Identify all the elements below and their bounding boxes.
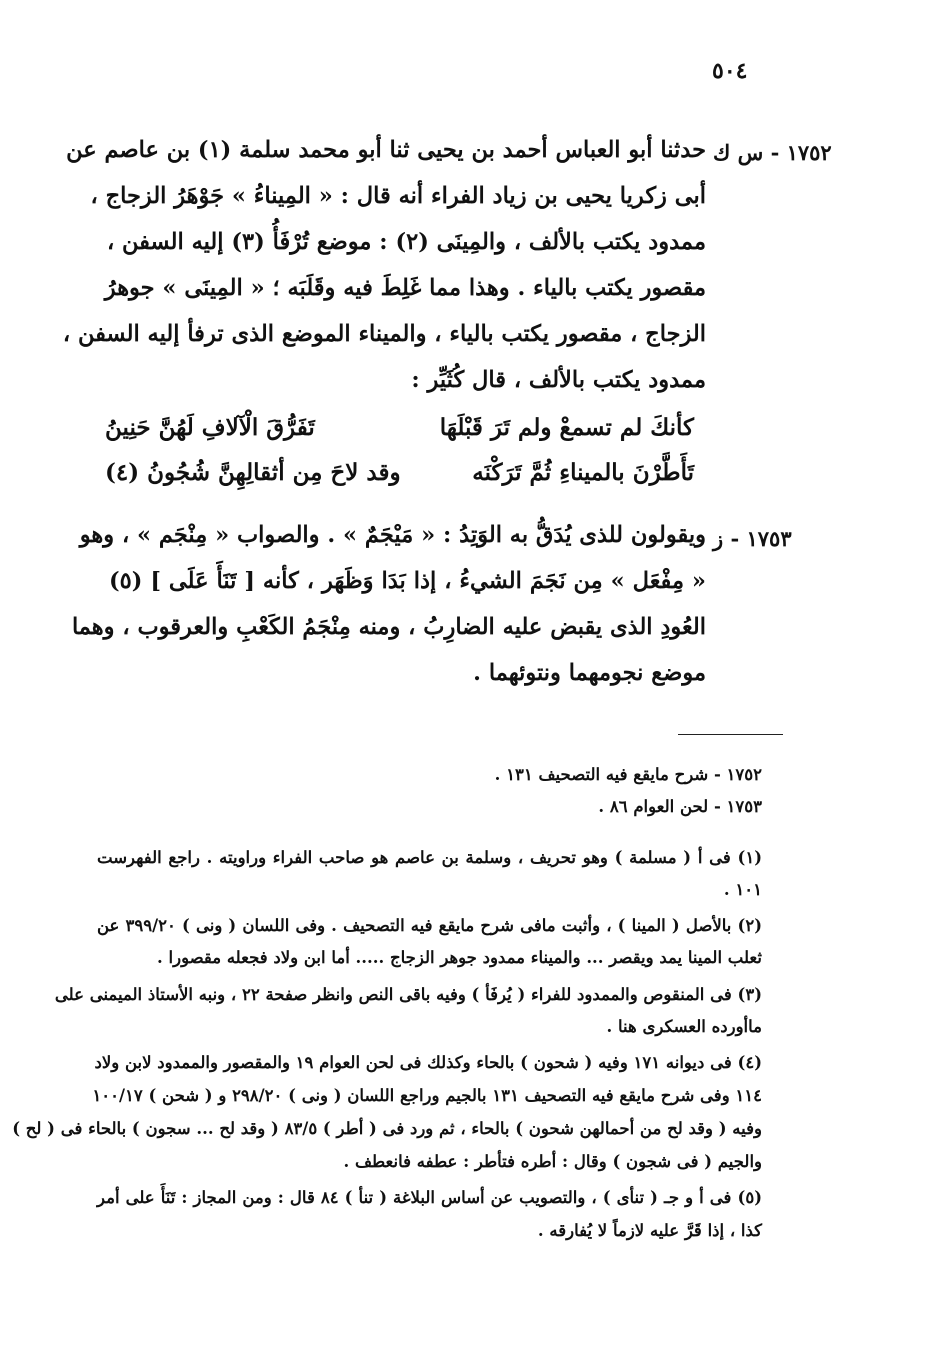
footnote-line: (١) فى أ ( مسلمة ) وهو تحريف ، وسلمة بن عاصم هو صاحب الفراء وراويته . راجع الفهرست	[97, 848, 762, 867]
entry-line: أبى زكريا يحيى بن زياد الفراء أنه قال : « المِيناءُ » جَوْهَرُ الزجاج ،	[90, 183, 706, 209]
page-number: ٥٠٤	[712, 58, 748, 84]
entry-line: « مِفْعَل » مِن نَجَمَ الشيءُ ، إذا بَدَا وَظَهَر ، كأنه [ تَنَأَ عَلَى ] (٥)	[109, 568, 706, 594]
footnote-line: (٣) فى المنقوص والممدود للفراء ( يُرفَأ ) وفيه باقى النص وانظر صفحة ٢٢ ، ونبه الأستاذ الميمنى على	[54, 985, 762, 1004]
entry-line: الزجاج ، مقصور يكتب بالياء ، والميناء الموضع الذى ترفأ إليه السفن ،	[62, 321, 706, 347]
footnote-line: كذا ، إذا قَرَّ عليه لازماً لا يُفارقه .	[537, 1221, 762, 1240]
footnote-line: (٤) فى ديوانه ١٧١ وفيه ( شحون ) بالحاء وكذلك فى لحن العوام ١٩ والمقصور والممدود لابن ولاد	[94, 1053, 762, 1072]
entry-line: ويقولون للذى يُدَقُّ به الوَتِدُ : « مَيْجَمٌ » . والصواب « مِنْجَم » ، وهو	[79, 522, 706, 548]
footnote-line: (٢) بالأصل ( المينا ) ، وأثبت مافى شرح مايقع فيه التصحيف . وفى اللسان ( ونى ) ٣٩٩/٢٠ عن	[97, 916, 762, 935]
footnote-line: ثعلب المينا يمد ويقصر ... والميناء ممدود جوهر الزجاج ..... أما ابن ولاد فجعله مقصورا .	[157, 948, 762, 967]
entry-line: ممدود يكتب بالألف ، قال كُثَيِّر :	[411, 367, 706, 393]
footnote-line: ١١٤ وفى شرح مايقع فيه التصحيف ١٣١ بالجيم وراجع اللسان ( ونى ) ٢٩٨/٢٠ و ( شحن ) ١٠٠/١٧	[92, 1086, 762, 1105]
footnote-line: ١٠١ .	[723, 880, 762, 899]
verse-line	[0, 414, 939, 448]
footnote-line: ماأورده العسكرى هنا .	[606, 1017, 762, 1036]
verse-hemistich-right: كأنكَ لم تسمعْ ولم تَرَ قَبْلَهَا	[439, 414, 694, 441]
entry-number: ١٧٥٣ - ز	[713, 526, 792, 551]
verse-hemistich-left: تَفَرُّقَ الْآلافِ لَهُنَّ حَنِينُ	[105, 414, 315, 441]
footnote-separator	[678, 734, 783, 735]
verse-hemistich-left: وقد لاحَ مِن أثقالِهِنَّ شُجُونُ (٤)	[105, 459, 401, 486]
entry-line: العُودِ الذى يقبض عليه الضارِبُ ، ومنه مِنْجَمُ الكَعْبِ والعرقوب ، وهما	[71, 614, 706, 640]
source-line: ١٧٥٣ - لحن العوام ٨٦ .	[598, 797, 762, 816]
footnote-line: (٥) فى أ و جـ ( تنأى ) ، والتصويب عن أساس البلاغة ( تنأ ) ٨٤ قال : ومن المجاز : تَنَأَ على أمر	[97, 1188, 762, 1207]
entry-number: ١٧٥٢ - س ك	[713, 140, 832, 165]
entry-line: مقصور يكتب بالياء . وهذا مما غَلِطَ فيه وقَلَبَه ؛ « المِينَى » جوهرُ	[104, 275, 706, 301]
footnote-line: والجيم ( فى شجون ) وقال : أطره فتأطر : عطفه فانعطف .	[343, 1152, 762, 1171]
footnote-line: وفيه ( وقد لح من أحمالهن شحون ) بالحاء ، ثم ورد فى ( أطر ) ٨٣/٥ ( وقد لح ... سجون ) بالحاء فى ( لح )	[12, 1119, 762, 1138]
verse-hemistich-right: تَأَطَّرْنَ بالميناءِ ثُمَّ تَرَكْنَه	[472, 459, 694, 486]
entry-line: موضع نجومهما ونتوئهما .	[473, 660, 706, 686]
entry-line: ممدود يكتب بالألف ، والمِينَى (٢) : موضع تُرْفَأُ (٣) إليه السفن ،	[106, 229, 706, 255]
source-line: ١٧٥٢ - شرح مايقع فيه التصحيف ١٣١ .	[494, 765, 762, 784]
verse-line	[0, 459, 939, 493]
entry-line: حدثنا أبو العباس أحمد بن يحيى ثنا أبو محمد سلمة (١) بن عاصم عن	[66, 137, 706, 163]
